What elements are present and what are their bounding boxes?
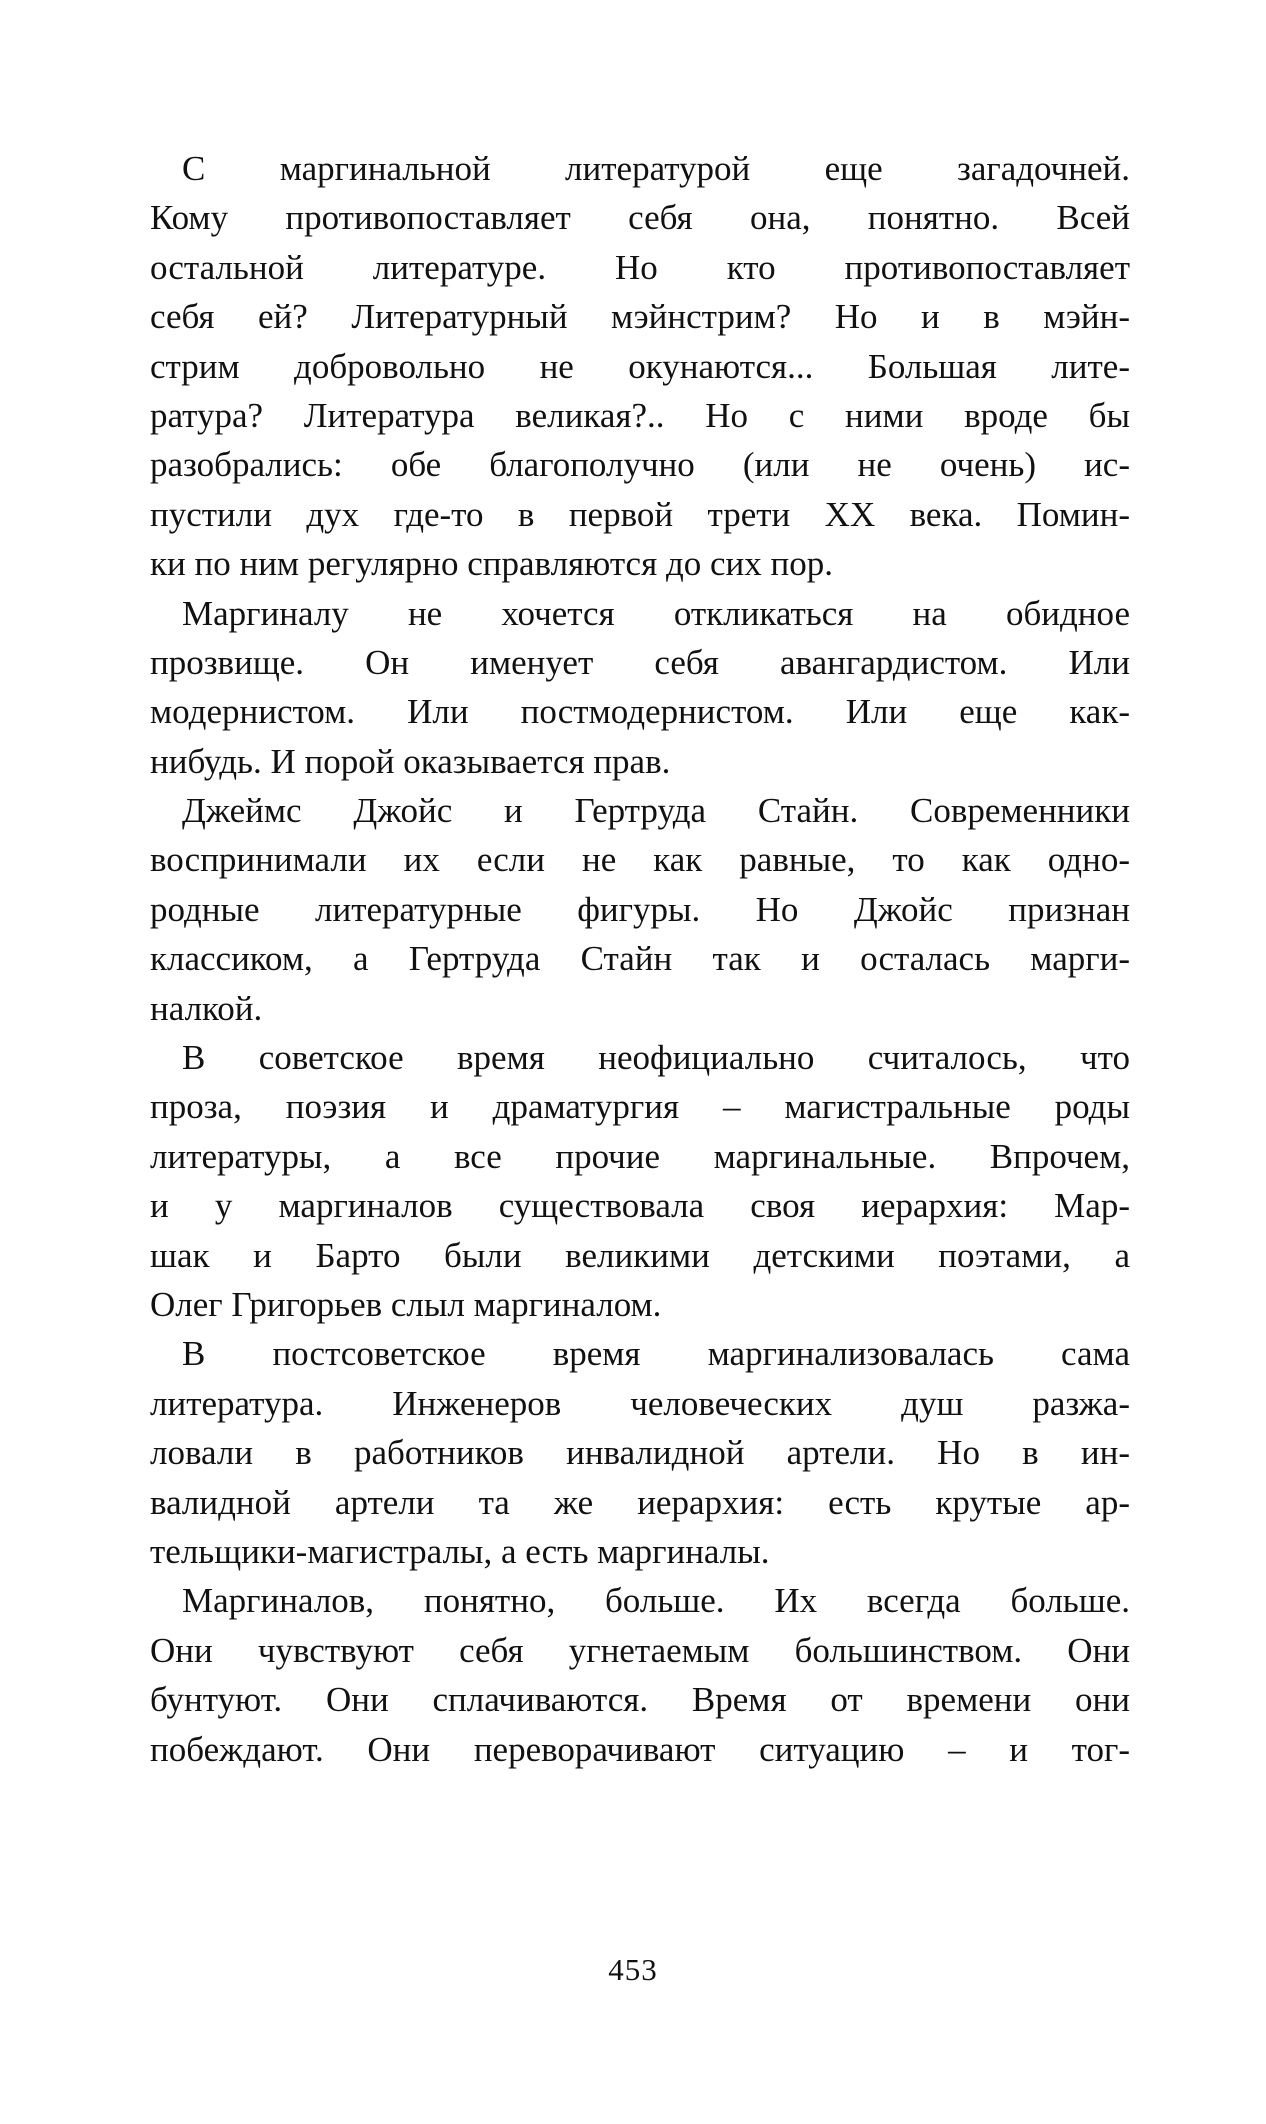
text-line: воспринимали их если не как равные, то как одно-	[150, 840, 1130, 880]
text-line: пустили дух где-то в первой трети XX века. Помин-	[150, 494, 1130, 534]
paragraph-6	[150, 1576, 1130, 1774]
text-line: ратура? Литература великая?.. Но с ними вроде бы	[150, 395, 1130, 435]
page-number: 453	[608, 1952, 658, 1987]
text-line: разобрались: обе благополучно (или не очень) ис-	[150, 445, 1130, 485]
text-line: В советское время неофициально считалось, что	[182, 1038, 1130, 1078]
text-line: стрим добровольно не окунаются... Большая лите-	[150, 346, 1130, 386]
text-line: шак и Барто были великими детскими поэтами, а	[150, 1235, 1130, 1275]
text-line: налкой.	[150, 988, 263, 1028]
text-line: Маргиналу не хочется откликаться на обидное	[182, 593, 1130, 633]
text-line: и у маргиналов существовала своя иерархия: Мар-	[150, 1186, 1130, 1226]
text-line: Олег Григорьев слыл маргиналом.	[150, 1284, 662, 1324]
text-line: себя ей? Литературный мэйнстрим? Но и в мэйн-	[150, 297, 1130, 337]
text-line: бунтуют. Они сплачиваются. Время от времени они	[150, 1680, 1130, 1720]
text-line: прозвище. Он именует себя авангардистом. Или	[150, 642, 1130, 682]
text-line: ловали в работников инвалидной артели. Но в ин-	[150, 1433, 1130, 1473]
text-line: родные литературные фигуры. Но Джойс признан	[150, 889, 1130, 929]
text-line: классиком, а Гертруда Стайн так и осталась марги-	[150, 939, 1130, 979]
text-line: ки по ним регулярно справляются до сих пор.	[150, 544, 833, 584]
text-line: проза, поэзия и драматургия – магистральные роды	[150, 1087, 1130, 1127]
paragraph-5	[150, 1329, 1130, 1576]
text-line: остальной литературе. Но кто противопоставляет	[150, 247, 1130, 287]
text-line: Маргиналов, понятно, больше. Их всегда больше.	[182, 1581, 1130, 1621]
paragraph-2	[150, 589, 1130, 787]
text-line: В постсоветское время маргинализовалась сама	[182, 1334, 1130, 1374]
text-line: Кому противопоставляет себя она, понятно. Всей	[150, 198, 1130, 238]
paragraph-1	[150, 144, 1130, 589]
text-line: тельщики-магистралы, а есть маргиналы.	[150, 1531, 770, 1571]
paragraph-4	[150, 1033, 1130, 1329]
paragraph-3	[150, 786, 1130, 1033]
text-line: побеждают. Они переворачивают ситуацию – и тог-	[150, 1729, 1130, 1769]
text-line: валидной артели та же иерархия: есть крутые ар-	[150, 1482, 1130, 1522]
text-line: нибудь. И порой оказывается прав.	[150, 741, 671, 781]
text-line: модернистом. Или постмодернистом. Или еще как-	[150, 692, 1130, 732]
body-text	[150, 144, 1130, 1774]
text-line: Джеймс Джойс и Гертруда Стайн. Современники	[182, 791, 1130, 831]
text-line: литература. Инженеров человеческих душ разжа-	[150, 1383, 1130, 1423]
text-line: литературы, а все прочие маргинальные. Впрочем,	[150, 1136, 1130, 1176]
text-line: Они чувствуют себя угнетаемым большинством. Они	[150, 1630, 1130, 1670]
text-line: С маргинальной литературой еще загадочней.	[182, 149, 1130, 188]
